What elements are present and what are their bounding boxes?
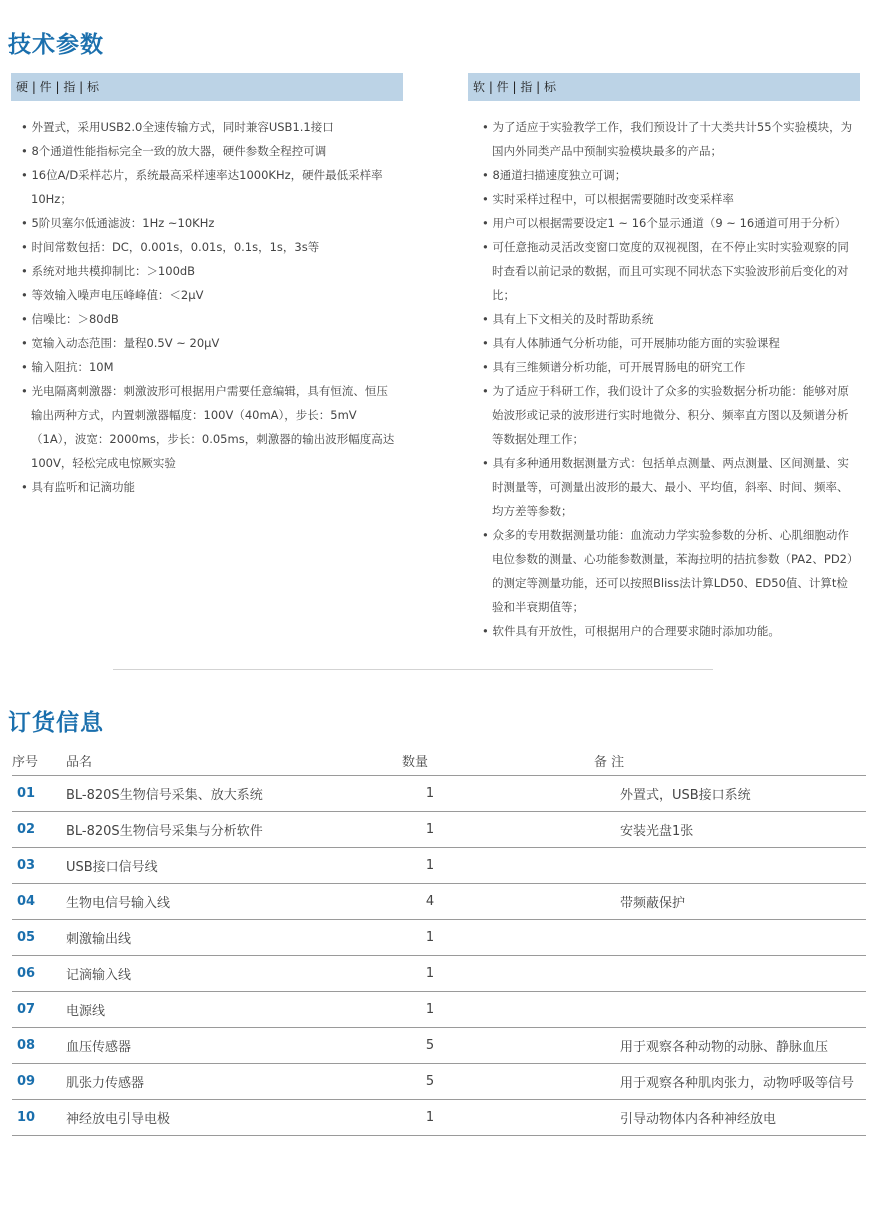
row-qty: 1 bbox=[400, 1099, 460, 1135]
list-item: • 具有人体肺通气分析功能，可开展肺功能方面的实验课程 bbox=[482, 336, 780, 350]
row-note bbox=[620, 991, 866, 1027]
software-spec-column bbox=[468, 73, 860, 643]
spec-section-title: 技术参数 bbox=[8, 32, 104, 58]
row-no: 02 bbox=[12, 811, 62, 847]
row-note: 用于观察各种动物的动脉、静脉血压 bbox=[620, 1027, 866, 1063]
column-header-note: 备 注 bbox=[620, 747, 866, 775]
row-spacer bbox=[460, 811, 620, 847]
order-section-title: 订货信息 bbox=[8, 710, 104, 736]
row-qty: 1 bbox=[400, 955, 460, 991]
row-note bbox=[620, 955, 866, 991]
row-no: 03 bbox=[12, 847, 62, 883]
row-name: 记滴输入线 bbox=[62, 955, 400, 991]
row-qty: 4 bbox=[400, 883, 460, 919]
row-no: 10 bbox=[12, 1099, 62, 1135]
section-divider bbox=[113, 669, 713, 670]
row-qty: 1 bbox=[400, 811, 460, 847]
row-name: 刺激输出线 bbox=[62, 919, 400, 955]
row-spacer bbox=[460, 1099, 620, 1135]
list-item: • 信噪比：＞80dB bbox=[21, 312, 119, 326]
row-qty: 5 bbox=[400, 1063, 460, 1099]
list-item: • 众多的专用数据测量功能：血流动力学实验参数的分析、心肌细胞动作电位参数的测量、心功能参数测量，苯海拉明的拮抗参数（PA2、PD2）的测定等测量功能，还可以按照Bliss法计算LD50、ED50值、计算t检验和半衰期值等； bbox=[482, 528, 853, 614]
row-no: 08 bbox=[12, 1027, 62, 1063]
row-spacer bbox=[460, 919, 620, 955]
list-item: • 16位A/D采样芯片，系统最高采样速率达1000KHz，硬件最低采样率10Hz； bbox=[21, 168, 383, 206]
row-name: 血压传感器 bbox=[62, 1027, 400, 1063]
list-item: • 外置式，采用USB2.0全速传输方式，同时兼容USB1.1接口 bbox=[21, 120, 334, 134]
row-name: 肌张力传感器 bbox=[62, 1063, 400, 1099]
column-header-no: 序号 bbox=[12, 747, 62, 775]
row-note: 用于观察各种肌肉张力，动物呼吸等信号 bbox=[620, 1063, 866, 1099]
row-spacer bbox=[460, 775, 620, 811]
row-spacer bbox=[460, 847, 620, 883]
table-row bbox=[12, 1027, 866, 1063]
row-spacer bbox=[460, 955, 620, 991]
table-row bbox=[12, 1099, 866, 1135]
hardware-spec-list bbox=[11, 115, 403, 499]
row-spacer bbox=[460, 1027, 620, 1063]
row-note bbox=[620, 919, 866, 955]
list-item: • 为了适应于实验教学工作，我们预设计了十大类共计55个实验模块，为国内外同类产品中预制实验模块最多的产品； bbox=[482, 120, 853, 158]
row-no: 04 bbox=[12, 883, 62, 919]
row-name: USB接口信号线 bbox=[62, 847, 400, 883]
list-item: • 输入阻抗：10M bbox=[21, 360, 114, 374]
list-item: • 时间常数包括：DC，0.001s，0.01s，0.1s，1s，3s等 bbox=[21, 240, 320, 254]
row-no: 07 bbox=[12, 991, 62, 1027]
row-name: 电源线 bbox=[62, 991, 400, 1027]
row-qty: 1 bbox=[400, 991, 460, 1027]
table-row bbox=[12, 811, 866, 847]
row-note bbox=[620, 847, 866, 883]
list-item: • 用户可以根据需要设定1 ~ 16个显示通道（9 ~ 16通道可用于分析） bbox=[482, 216, 847, 230]
list-item: • 8通道扫描速度独立可调； bbox=[482, 168, 627, 182]
row-qty: 1 bbox=[400, 775, 460, 811]
row-name: 生物电信号输入线 bbox=[62, 883, 400, 919]
list-item: • 5阶贝塞尔低通滤波：1Hz ~10KHz bbox=[21, 216, 215, 230]
row-note: 引导动物体内各种神经放电 bbox=[620, 1099, 866, 1135]
hardware-spec-header: 硬 | 件 | 指 | 标 bbox=[11, 73, 403, 101]
row-spacer bbox=[460, 991, 620, 1027]
list-item: • 宽输入动态范围：量程0.5V ~ 20μV bbox=[21, 336, 220, 350]
table-row bbox=[12, 1063, 866, 1099]
list-item: • 具有多种通用数据测量方式：包括单点测量、两点测量、区间测量、实时测量等，可测量出波形的最大、最小、平均值，斜率、时间、频率、均方差等参数； bbox=[482, 456, 849, 518]
row-qty: 1 bbox=[400, 847, 460, 883]
row-no: 05 bbox=[12, 919, 62, 955]
column-header-name: 品名 bbox=[62, 747, 400, 775]
list-item: • 实时采样过程中，可以根据需要随时改变采样率 bbox=[482, 192, 734, 206]
list-item: • 具有上下文相关的及时帮助系统 bbox=[482, 312, 654, 326]
row-note: 安装光盘1张 bbox=[620, 811, 866, 847]
row-no: 09 bbox=[12, 1063, 62, 1099]
order-table bbox=[12, 747, 866, 1136]
table-header-row bbox=[12, 747, 866, 775]
hardware-spec-column bbox=[11, 73, 403, 499]
row-note: 外置式，USB接口系统 bbox=[620, 775, 866, 811]
row-no: 01 bbox=[12, 775, 62, 811]
row-name: 神经放电引导电极 bbox=[62, 1099, 400, 1135]
list-item: • 8个通道性能指标完全一致的放大器，硬件参数全程控可调 bbox=[21, 144, 327, 158]
list-item: • 等效输入噪声电压峰峰值：＜2μV bbox=[21, 288, 204, 302]
list-item: • 具有三维频谱分析功能，可开展胃肠电的研究工作 bbox=[482, 360, 746, 374]
row-name: BL-820S生物信号采集与分析软件 bbox=[62, 811, 400, 847]
row-note: 带频蔽保护 bbox=[620, 883, 866, 919]
row-qty: 5 bbox=[400, 1027, 460, 1063]
list-item: • 为了适应于科研工作，我们设计了众多的实验数据分析功能：能够对原始波形或记录的波形进行实时地微分、积分、频率直方图以及频谱分析等数据处理工作； bbox=[482, 384, 849, 446]
software-spec-header: 软 | 件 | 指 | 标 bbox=[468, 73, 860, 101]
row-name: BL-820S生物信号采集、放大系统 bbox=[62, 775, 400, 811]
table-row bbox=[12, 847, 866, 883]
row-spacer bbox=[460, 1063, 620, 1099]
row-spacer bbox=[460, 883, 620, 919]
list-item: • 具有监听和记滴功能 bbox=[21, 480, 135, 494]
table-row bbox=[12, 991, 866, 1027]
column-header-qty: 数量 bbox=[400, 747, 460, 775]
table-row bbox=[12, 883, 866, 919]
list-item: • 系统对地共模抑制比：＞100dB bbox=[21, 264, 196, 278]
table-row bbox=[12, 919, 866, 955]
table-row bbox=[12, 955, 866, 991]
list-item: • 软件具有开放性，可根据用户的合理要求随时添加功能。 bbox=[482, 624, 780, 638]
software-spec-list bbox=[468, 115, 860, 643]
row-no: 06 bbox=[12, 955, 62, 991]
list-item: • 可任意拖动灵活改变窗口宽度的双视视图，在不停止实时实验观察的同时查看以前记录的数据，而且可实现不同状态下实验波形前后变化的对比； bbox=[482, 240, 849, 302]
list-item: • 光电隔离刺激器：刺激波形可根据用户需要任意编辑，具有恒流、恒压输出两种方式，内置刺激器幅度：100V（40mA），步长：5mV（1A），波宽：2000ms，步长：0.05ms，刺激器的输出波形幅度高达100V，轻松完成电惊厥实验 bbox=[21, 384, 395, 470]
table-row bbox=[12, 775, 866, 811]
row-qty: 1 bbox=[400, 919, 460, 955]
